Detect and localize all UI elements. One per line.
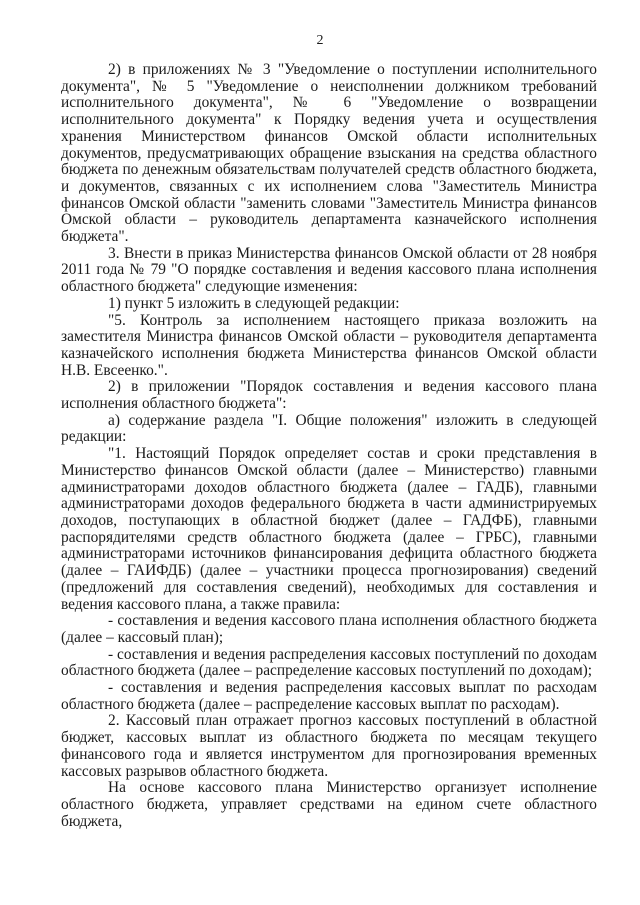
paragraph-control-clause: "5. Контроль за исполнением настоящего приказа возложить на заместителя Министра финансов Омской области – руководителя департамента казначейского исполнения бюджета Министерства финансов Омской области Н.В. Евсеенко.".	[61, 311, 597, 379]
paragraph-item-5: 1) пункт 5 изложить в следующей редакции:	[108, 294, 400, 312]
paragraph-order-79-amendments: 3. Внести в приказ Министерства финансов Омской области от 28 ноября 2011 года № 79 "О порядке составления и ведения кассового плана исполнения областного бюджета" следующие изменения:	[61, 244, 597, 296]
paragraph-appendix-procedure: 2) в приложении "Порядок составления и ведения кассового плана исполнения областного бюджета":	[61, 378, 597, 413]
paragraph-procedure-scope: "1. Настоящий Порядок определяет состав и сроки представления в Министерство финансов Омской области (далее – Министерство) главными администраторами доходов областного бюджета (далее – ГАДБ), главными администраторами доходов федерального бюджета в части администрируемых доходов, поступающих в областной бюджет (далее – ГАДФБ), главными распорядителями средств областного бюджета (далее – ГРБС), главными администраторами источников финансирования дефицита областного бюджета (далее – ГАИФДБ) (далее – участники процесса прогнозирования) сведений (предложений для составления сведений), необходимых для составления и ведения кассового плана, а также правила:	[61, 445, 597, 613]
paragraph-section-general: а) содержание раздела "I. Общие положения" изложить в следующей редакции:	[61, 411, 597, 446]
paragraph-cash-plan-definition: 2. Кассовый план отражает прогноз кассовых поступлений в областной бюджет, кассовых выплат из областного бюджета по месяцам текущего финансового года и является инструментом для прогнозирования временных кассовых разрывов областного бюджета.	[61, 712, 597, 780]
list-item-expense-distribution: - составления и ведения распределения кассовых выплат по расходам областного бюджета (далее – распределение кассовых выплат по расходам).	[61, 679, 597, 713]
paragraph-appendix-notifications: 2) в приложениях № 3 "Уведомление о поступлении исполнительного документа", № 5 "Уведомление о неисполнении должником требований исполнительного документа", № 6 "Уведомление о возвращении исполнительного документа" к Порядку ведения учета и осуществления хранения Министерством финансов Омской области исполнительных документов, предусматривающих обращение взыскания на средства областного бюджета по денежным обязательствам получателей средств областного бюджета, и документов, связанных с их исполнением слова "Заместитель Министра финансов Омской области "заменить словами "Заместитель Министра финансов Омской области – руководитель департамента казначейского исполнения бюджета".	[61, 61, 597, 246]
list-item-cash-plan: - составления и ведения кассового плана исполнения областного бюджета (далее – кассовый план);	[61, 612, 597, 646]
page-number: 2	[316, 33, 324, 48]
paragraph-budget-execution: На основе кассового плана Министерство организует исполнение областного бюджета, управляет средствами на едином счете областного бюджета,	[61, 779, 597, 830]
document-body	[61, 62, 597, 830]
list-item-revenue-distribution: - составления и ведения распределения кассовых поступлений по доходам областного бюджета (далее – распределение кассовых поступлений по доходам);	[61, 645, 597, 680]
